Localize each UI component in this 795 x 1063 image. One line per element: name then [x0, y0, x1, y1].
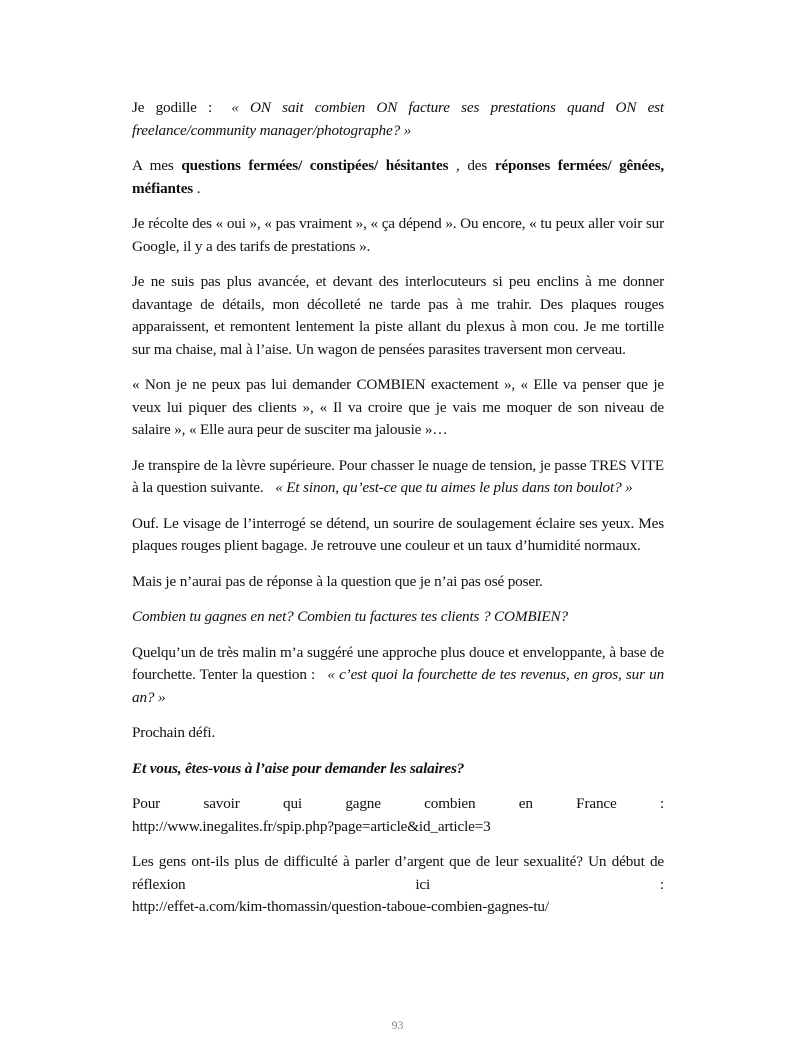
- paragraph-inegalites: [132, 793, 664, 838]
- paragraph-question-lecteurs: Et vous, êtes-vous à l’aise pour demander les salaires?: [132, 759, 465, 777]
- paragraph-transpire: [132, 455, 664, 500]
- transpire-text: Je transpire de la lèvre supérieure. Pour chasser le nuage de tension, je passe TRES VITE à la question suivante.: [132, 456, 664, 496]
- effet-a-text: Les gens ont-ils plus de difficulté à parler d’argent que de leur sexualité? Un début de réflexion ici :: [132, 853, 664, 893]
- paragraph-defi: Prochain défi.: [132, 724, 216, 741]
- paragraph-fourchette: [132, 642, 664, 710]
- paragraph-combien: Combien tu gagnes en net? Combien tu factures tes clients ? COMBIEN?: [132, 608, 568, 625]
- paragraph-intro: [132, 97, 664, 142]
- inegalites-text: Pour savoir qui gagne combien en France :: [132, 795, 664, 812]
- intro-text: Je godille :: [132, 99, 213, 116]
- fourchette-text: Quelqu’un de très malin m’a suggéré une approche plus douce et enveloppante, à base de fourchette. Tenter la question :: [132, 643, 664, 683]
- inegalites-link[interactable]: http://www.inegalites.fr/spip.php?page=article&id_article=3: [132, 817, 491, 835]
- questions-bold: questions fermées/ constipées/ hésitantes: [181, 157, 449, 174]
- page-number: 93: [391, 1018, 404, 1032]
- fourchette-quote: « c’est quoi la fourchette de tes revenus, en gros, sur un an? »: [132, 666, 665, 706]
- paragraph-effet-a: [132, 851, 664, 919]
- transpire-quote: « Et sinon, qu’est-ce que tu aimes le plus dans ton boulot? »: [275, 479, 633, 496]
- questions-mid: , des: [456, 157, 488, 174]
- intro-quote: « ON sait combien ON facture ses prestations quand ON est freelance/community manager/photographe? »: [132, 99, 664, 139]
- paragraph-pensees: « Non je ne peux pas lui demander COMBIEN exactement », « Elle va penser que je veux lui piquer des clients », « Il va croire que je vais me moquer de son niveau de salaire », « Elle aura peur de susciter ma jalousie »…: [132, 376, 664, 438]
- questions-end: .: [196, 179, 201, 197]
- answers-bold: réponses fermées/ gênées, méfiantes: [132, 157, 664, 197]
- questions-lead: A mes: [132, 157, 174, 174]
- paragraph-questions: [132, 155, 664, 200]
- effet-a-link[interactable]: http://effet-a.com/kim-thomassin/question-taboue-combien-gagnes-tu/: [132, 898, 549, 915]
- paragraph-reponse: Mais je n’aurai pas de réponse à la question que je n’ai pas osé poser.: [132, 572, 543, 590]
- paragraph-recolte: Je récolte des « oui », « pas vraiment », « ça dépend ». Ou encore, « tu peux aller voir sur Google, il y a des tarifs de prestations ».: [132, 215, 664, 255]
- document-page: [132, 97, 664, 932]
- paragraph-ouf: Ouf. Le visage de l’interrogé se détend, un sourire de soulagement éclaire ses yeux. Mes plaques rouges plient bagage. Je retrouve une couleur et un taux d’humidité normaux.: [132, 514, 664, 554]
- paragraph-avancee: Je ne suis pas plus avancée, et devant des interlocuteurs si peu enclins à me donner davantage de détails, mon décolleté ne tarde pas à me trahir. Des plaques rouges apparaissent, et remontent lentement la piste allant du plexus à mon cou. Je me tortille sur ma chaise, mal à l’aise. Un wagon de pensées parasites traversent mon cerveau.: [132, 273, 664, 358]
